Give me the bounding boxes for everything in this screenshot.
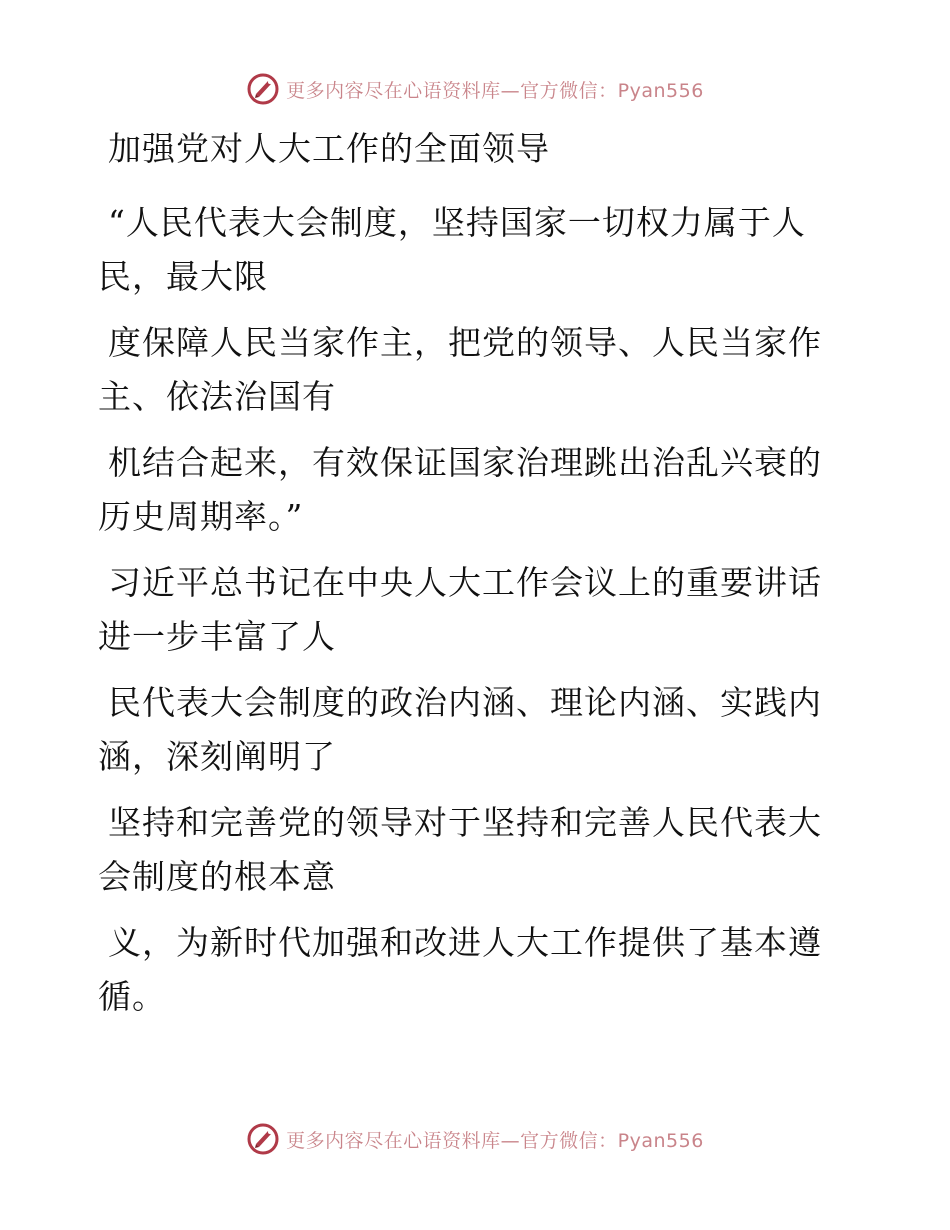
paragraph-4: 习近平总书记在中央人大工作会议上的重要讲话进一步丰富了人: [98, 563, 822, 656]
paragraph-2: 度保障人民当家作主，把党的领导、人民当家作主、依法治国有: [98, 323, 822, 416]
document-body: [98, 122, 838, 1036]
pen-logo-icon: [246, 72, 280, 106]
watermark-text: 更多内容尽在心语资料库—官方微信：Pyan556: [286, 79, 704, 102]
footer-watermark: [0, 1122, 950, 1156]
paragraph-1: “人民代表大会制度，坚持国家一切权力属于人民，最大限: [98, 203, 806, 296]
watermark-text: 更多内容尽在心语资料库—官方微信：Pyan556: [286, 1129, 704, 1152]
document-title: 加强党对人大工作的全面领导: [108, 129, 550, 168]
paragraph-6: 坚持和完善党的领导对于坚持和完善人民代表大会制度的根本意: [98, 803, 822, 896]
paragraph-5: 民代表大会制度的政治内涵、理论内涵、实践内涵，深刻阐明了: [98, 683, 822, 776]
paragraph-3: 机结合起来，有效保证国家治理跳出治乱兴衰的历史周期率。”: [98, 443, 822, 536]
pen-logo-icon: [246, 1122, 280, 1156]
paragraph-7: 义，为新时代加强和改进人大工作提供了基本遵循。: [98, 923, 822, 1016]
header-watermark: [0, 72, 950, 106]
